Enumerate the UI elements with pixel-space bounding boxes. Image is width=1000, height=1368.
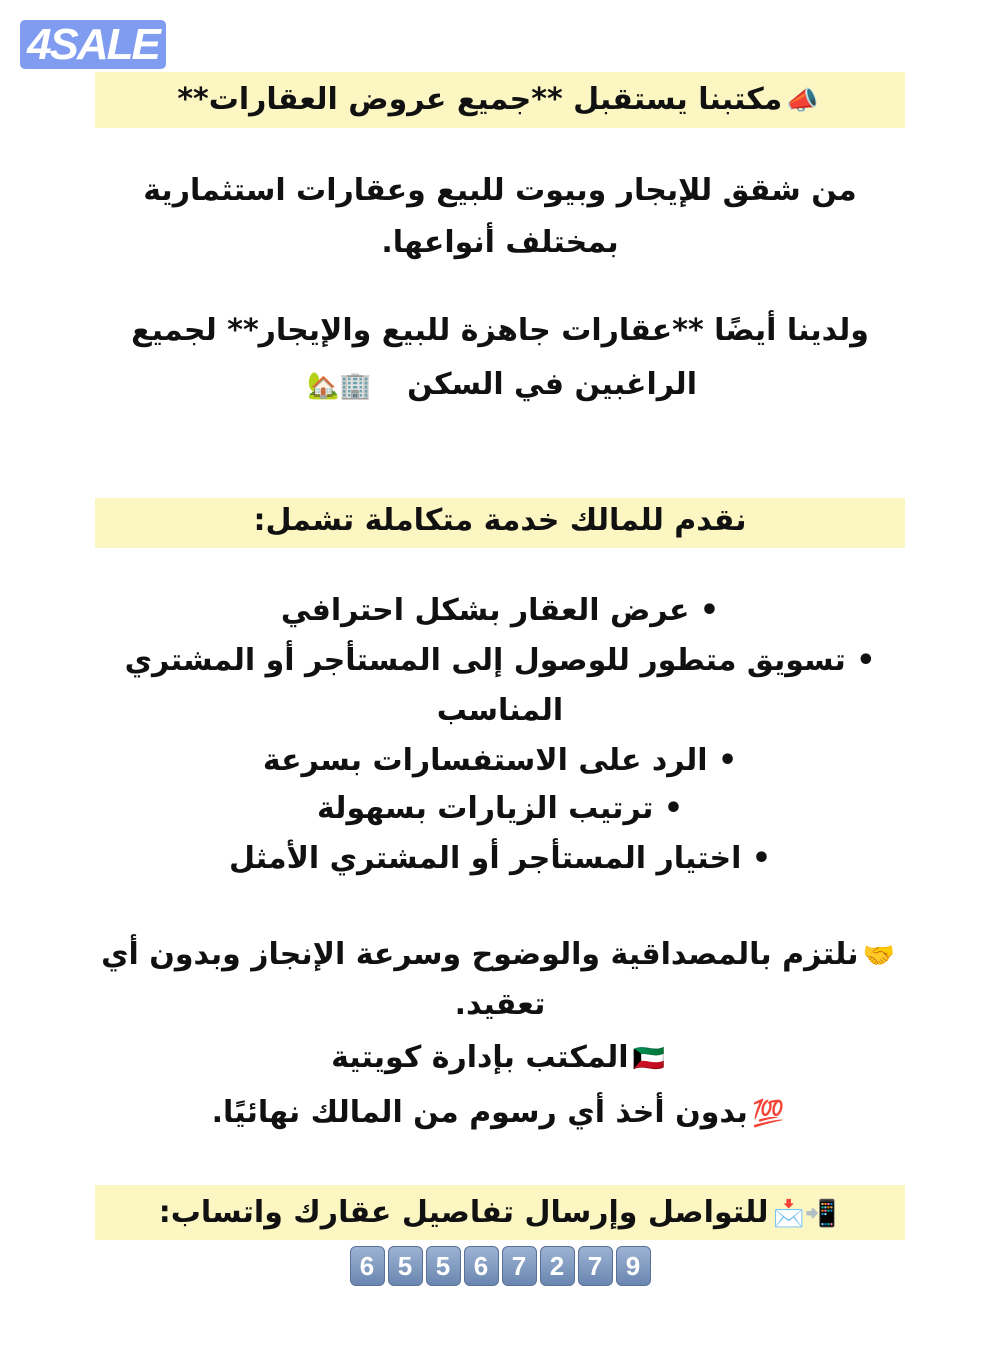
nofee-text: بدون أخذ أي رسوم من المالك نهائيًا.: [211, 1095, 748, 1130]
service-item: • عرض العقار بشكل احترافي: [280, 593, 720, 628]
kuwait-flag-icon: 🇰🇼: [632, 1044, 665, 1074]
service-item: • الرد على الاستفسارات بسرعة: [262, 743, 738, 778]
commitment-line-2: تعقيد.: [454, 987, 546, 1022]
digit-key: 6: [350, 1246, 385, 1286]
service-item: المناسب: [436, 693, 564, 728]
services-header: نقدم للمالك خدمة متكاملة تشمل:: [253, 503, 747, 538]
service-item: • اختيار المستأجر أو المشتري الأمثل: [228, 841, 772, 876]
kuwaiti-text: المكتب بإدارة كويتية: [331, 1040, 629, 1075]
digit-key: 7: [502, 1246, 537, 1286]
ready-line-1: ولدينا أيضًا **عقارات جاهزة للبيع والإيجار** لجميع: [131, 313, 869, 348]
commitment-line-1: [0, 930, 1000, 981]
digit-key: 9: [616, 1246, 651, 1286]
ready-line-2: [0, 360, 1000, 411]
phone-envelope-icon: 📲📩: [772, 1199, 838, 1229]
nofee-line: [0, 1088, 1000, 1139]
digit-key: 5: [388, 1246, 423, 1286]
contact-line: [0, 1188, 1000, 1239]
digit-key: 7: [578, 1246, 613, 1286]
handshake-icon: 🤝: [862, 941, 895, 971]
header-line: [0, 75, 1000, 126]
intro-line-2: بمختلف أنواعها.: [381, 225, 619, 260]
contact-text: للتواصل وإرسال تفاصيل عقارك واتساب:: [158, 1195, 769, 1230]
kuwaiti-line: [0, 1033, 1000, 1084]
service-item: • تسويق متطور للوصول إلى المستأجر أو المشتري: [124, 643, 876, 678]
4sale-logo: 4SALE: [20, 20, 166, 69]
megaphone-icon: 📣: [786, 86, 819, 116]
digit-key: 2: [540, 1246, 575, 1286]
hundred-points-icon: 💯: [751, 1099, 785, 1129]
digit-key: 6: [464, 1246, 499, 1286]
phone-number[interactable]: [0, 1246, 1000, 1286]
intro-line-1: من شقق للإيجار وبيوت للبيع وعقارات استثمارية: [143, 173, 857, 208]
commitment-text: نلتزم بالمصداقية والوضوح وسرعة الإنجاز وبدون أي: [101, 937, 859, 972]
building-house-icon: 🏢🏡: [307, 371, 372, 401]
service-item: • ترتيب الزيارات بسهولة: [316, 791, 683, 826]
digit-key: 5: [426, 1246, 461, 1286]
header-text: مكتبنا يستقبل **جميع عروض العقارات**: [177, 82, 783, 117]
ready-text: الراغبين في السكن: [407, 367, 697, 402]
